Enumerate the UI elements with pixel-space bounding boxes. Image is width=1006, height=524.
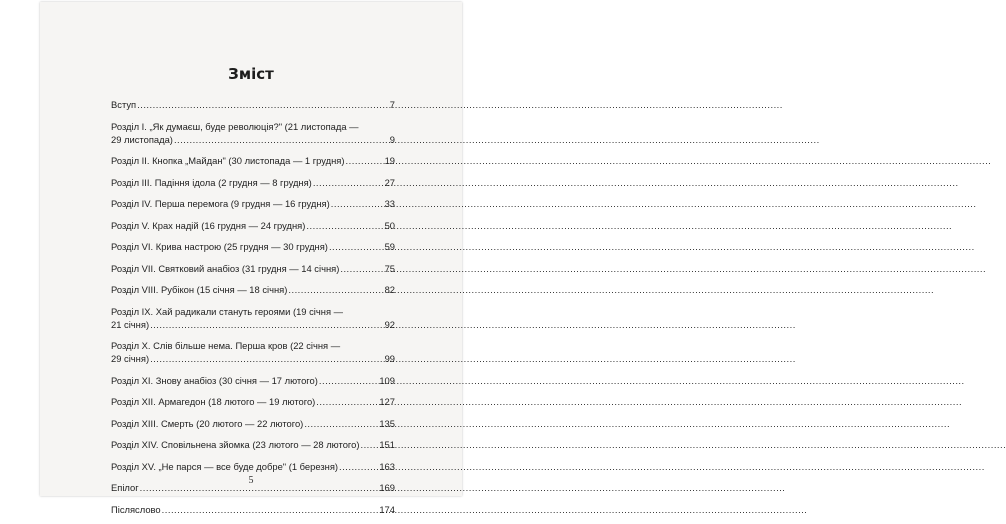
- dot-leader: [340, 262, 383, 275]
- toc-page-number: 99: [384, 353, 395, 364]
- toc-page-number: 92: [384, 318, 395, 330]
- dot-leader: [319, 374, 378, 387]
- toc-entry-title: Розділ ХІІІ. Смерть (20 лютого — 22 лютого): [111, 417, 304, 429]
- toc-entry-title: Розділ IV. Перша перемога (9 грудня — 16 грудня): [111, 198, 330, 209]
- toc-entry-title: 29 листопада): [111, 133, 173, 145]
- dot-leader: [339, 460, 378, 473]
- toc-line: [111, 98, 395, 111]
- toc-entry: [111, 305, 395, 331]
- dot-leader: [329, 240, 384, 253]
- dot-leader: [313, 176, 384, 189]
- toc-entry: [111, 503, 395, 516]
- book-page: [40, 2, 462, 515]
- dot-leader: [137, 98, 389, 111]
- toc-line: [111, 197, 395, 210]
- dot-leader: [162, 503, 379, 516]
- toc-page-number: 19: [384, 155, 395, 166]
- toc-line: [111, 133, 395, 146]
- toc-line: [111, 374, 395, 387]
- toc-entry: [111, 98, 395, 111]
- toc-entry: [111, 283, 395, 296]
- toc-line: [111, 154, 395, 167]
- toc-entry: [111, 219, 395, 232]
- toc-page-number: 27: [384, 176, 395, 188]
- toc-page-number: 174: [379, 503, 395, 515]
- dot-leader: [331, 197, 384, 210]
- toc-entry: [111, 240, 395, 253]
- toc-line: [111, 460, 395, 473]
- toc-entry-title: Епілог: [111, 482, 139, 493]
- dot-leader: [150, 318, 383, 331]
- toc-entry-title: Розділ ХІ. Знову анабіоз (30 січня — 17 лютого): [111, 374, 318, 386]
- toc-entry-title-line1: Розділ Х. Слів більше нема. Перша кров (22 січня —: [111, 340, 341, 351]
- toc-line: [111, 395, 395, 408]
- toc-line: [111, 438, 395, 451]
- toc-page-number: 135: [379, 417, 395, 429]
- dot-leader: [288, 283, 383, 296]
- table-of-contents: [111, 98, 395, 524]
- toc-line: [111, 318, 395, 331]
- toc-entry-title-line1: Розділ І. „Як думаєш, буде революція?" (21 листопада —: [111, 120, 359, 132]
- toc-entry-title: Розділ VII. Святковий анабіоз (31 грудня — 14 січня): [111, 262, 340, 274]
- toc-page-number: 7: [389, 99, 395, 110]
- toc-entry: [111, 395, 395, 408]
- toc-entry-title: Розділ ІІІ. Падіння ідола (2 грудня — 8 грудня): [111, 176, 312, 188]
- toc-entry-title-line1: Розділ IX. Хай радикали стануть героями (19 січня —: [111, 305, 344, 317]
- toc-entry: [111, 197, 395, 210]
- toc-line: [111, 240, 395, 253]
- toc-line: [111, 219, 395, 232]
- toc-entry: [111, 438, 395, 451]
- toc-line: [111, 283, 395, 296]
- dot-leader: [306, 219, 383, 232]
- toc-entry-title: Розділ VI. Крива настрою (25 грудня — 30 грудня): [111, 241, 328, 252]
- dot-leader: [316, 395, 378, 408]
- toc-page-number: 169: [379, 482, 395, 493]
- toc-entry-title: Розділ XV. „Не парся — все буде добре" (1 березня): [111, 460, 339, 472]
- toc-entry: [111, 120, 395, 146]
- dot-leader: [360, 438, 378, 451]
- toc-entry-title: Розділ ХІІ. Армагедон (18 лютого — 19 лютого): [111, 396, 316, 407]
- toc-page-number: 151: [379, 439, 395, 450]
- toc-line: [111, 176, 395, 189]
- dot-leader: [150, 352, 383, 365]
- toc-entry-title: Розділ V. Крах надій (16 грудня — 24 грудня): [111, 219, 306, 231]
- toc-line: [111, 503, 395, 516]
- toc-entry: [111, 176, 395, 189]
- toc-entry-title: Післяслово: [111, 503, 161, 515]
- toc-entry-title: Розділ VIII. Рубікон (15 січня — 18 січня): [111, 284, 288, 295]
- toc-page-number: 109: [379, 374, 395, 386]
- toc-page-number: 163: [379, 460, 395, 472]
- toc-entry-title: 21 січня): [111, 318, 150, 330]
- toc-page-number: 33: [384, 198, 395, 209]
- toc-page-number: 59: [384, 241, 395, 252]
- dot-leader: [174, 133, 389, 146]
- toc-page-number: 82: [384, 284, 395, 295]
- dot-leader: [346, 154, 384, 167]
- toc-entry-title: Розділ ІІ. Кнопка „Майдан" (30 листопада — 1 грудня): [111, 155, 345, 166]
- toc-entry-title: Розділ XIV. Сповільнена зйомка (23 лютого — 28 лютого): [111, 439, 360, 450]
- toc-line: [111, 352, 395, 365]
- scan-background: [0, 0, 500, 515]
- toc-page-number: 50: [384, 219, 395, 231]
- toc-page-number: 127: [379, 396, 395, 407]
- toc-entry: [111, 374, 395, 387]
- toc-entry: [111, 339, 395, 365]
- toc-entry: [111, 417, 395, 430]
- dot-leader: [304, 417, 378, 430]
- toc-entry: [111, 262, 395, 275]
- toc-line: [111, 262, 395, 275]
- toc-page-number: 9: [389, 133, 395, 145]
- toc-entry: [111, 460, 395, 473]
- toc-entry-title: Вступ: [111, 99, 137, 110]
- toc-page-number: 75: [384, 262, 395, 274]
- toc-entry-title: 29 січня): [111, 353, 150, 364]
- toc-line: [111, 417, 395, 430]
- page-title: Зміст: [228, 65, 274, 83]
- toc-entry: [111, 154, 395, 167]
- page-number: 5: [248, 475, 254, 486]
